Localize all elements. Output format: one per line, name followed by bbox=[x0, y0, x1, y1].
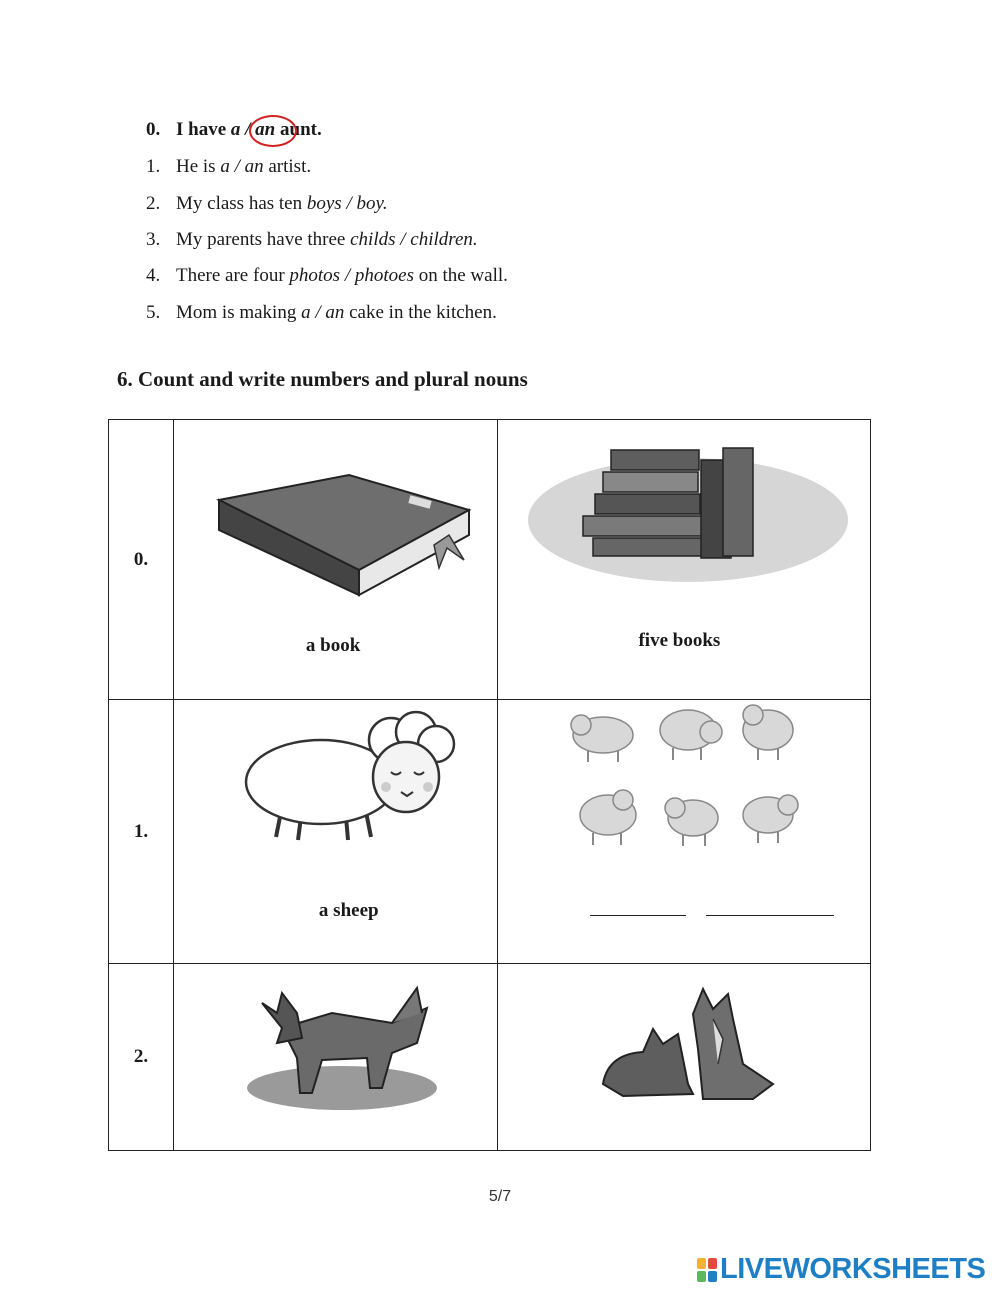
answer-circle bbox=[249, 115, 297, 147]
plural-cell bbox=[498, 700, 871, 964]
singular-cell bbox=[173, 420, 498, 700]
brand-logo[interactable] bbox=[697, 1253, 985, 1286]
page-number: 5/7 bbox=[488, 1188, 512, 1205]
plural-cell bbox=[498, 964, 871, 1151]
wolf-image bbox=[242, 968, 442, 1118]
question-1[interactable]: 1. He is a / an artist. bbox=[146, 156, 312, 177]
table-row bbox=[109, 964, 871, 1151]
noun-blank[interactable] bbox=[706, 914, 834, 916]
row-number: 2. bbox=[109, 964, 174, 1151]
exercise-heading: 6. Count and write numbers and plural nouns bbox=[117, 367, 528, 391]
books-stack-image bbox=[523, 420, 853, 590]
book-image bbox=[199, 450, 499, 610]
sheep-group-image bbox=[563, 700, 823, 860]
wolves-image bbox=[593, 974, 793, 1114]
singular-caption: a sheep bbox=[318, 900, 379, 921]
singular-cell bbox=[173, 700, 498, 964]
question-5[interactable]: 5. Mom is making a / an cake in the kitchen. bbox=[146, 302, 497, 323]
table-row bbox=[109, 700, 871, 964]
plural-cell bbox=[498, 420, 871, 700]
question-4[interactable]: 4. There are four photos / photoes on the wall. bbox=[146, 265, 508, 286]
plural-caption: five books bbox=[638, 630, 721, 651]
example-sentence: 0. I have a / an aunt. bbox=[146, 119, 322, 140]
question-2[interactable]: 2. My class has ten boys / boy. bbox=[146, 193, 388, 214]
sheep-image bbox=[236, 702, 466, 852]
brand-name: LIVEWORKSHEETS bbox=[720, 1253, 986, 1285]
logo-mark-icon bbox=[697, 1258, 717, 1282]
count-table bbox=[108, 419, 871, 1151]
table-row bbox=[109, 420, 871, 700]
singular-caption: a book bbox=[305, 635, 361, 656]
row-number: 0. bbox=[109, 420, 174, 700]
singular-cell bbox=[173, 964, 498, 1151]
row-number: 1. bbox=[109, 700, 174, 964]
number-blank[interactable] bbox=[590, 914, 686, 916]
question-3[interactable]: 3. My parents have three childs / children. bbox=[146, 229, 478, 250]
